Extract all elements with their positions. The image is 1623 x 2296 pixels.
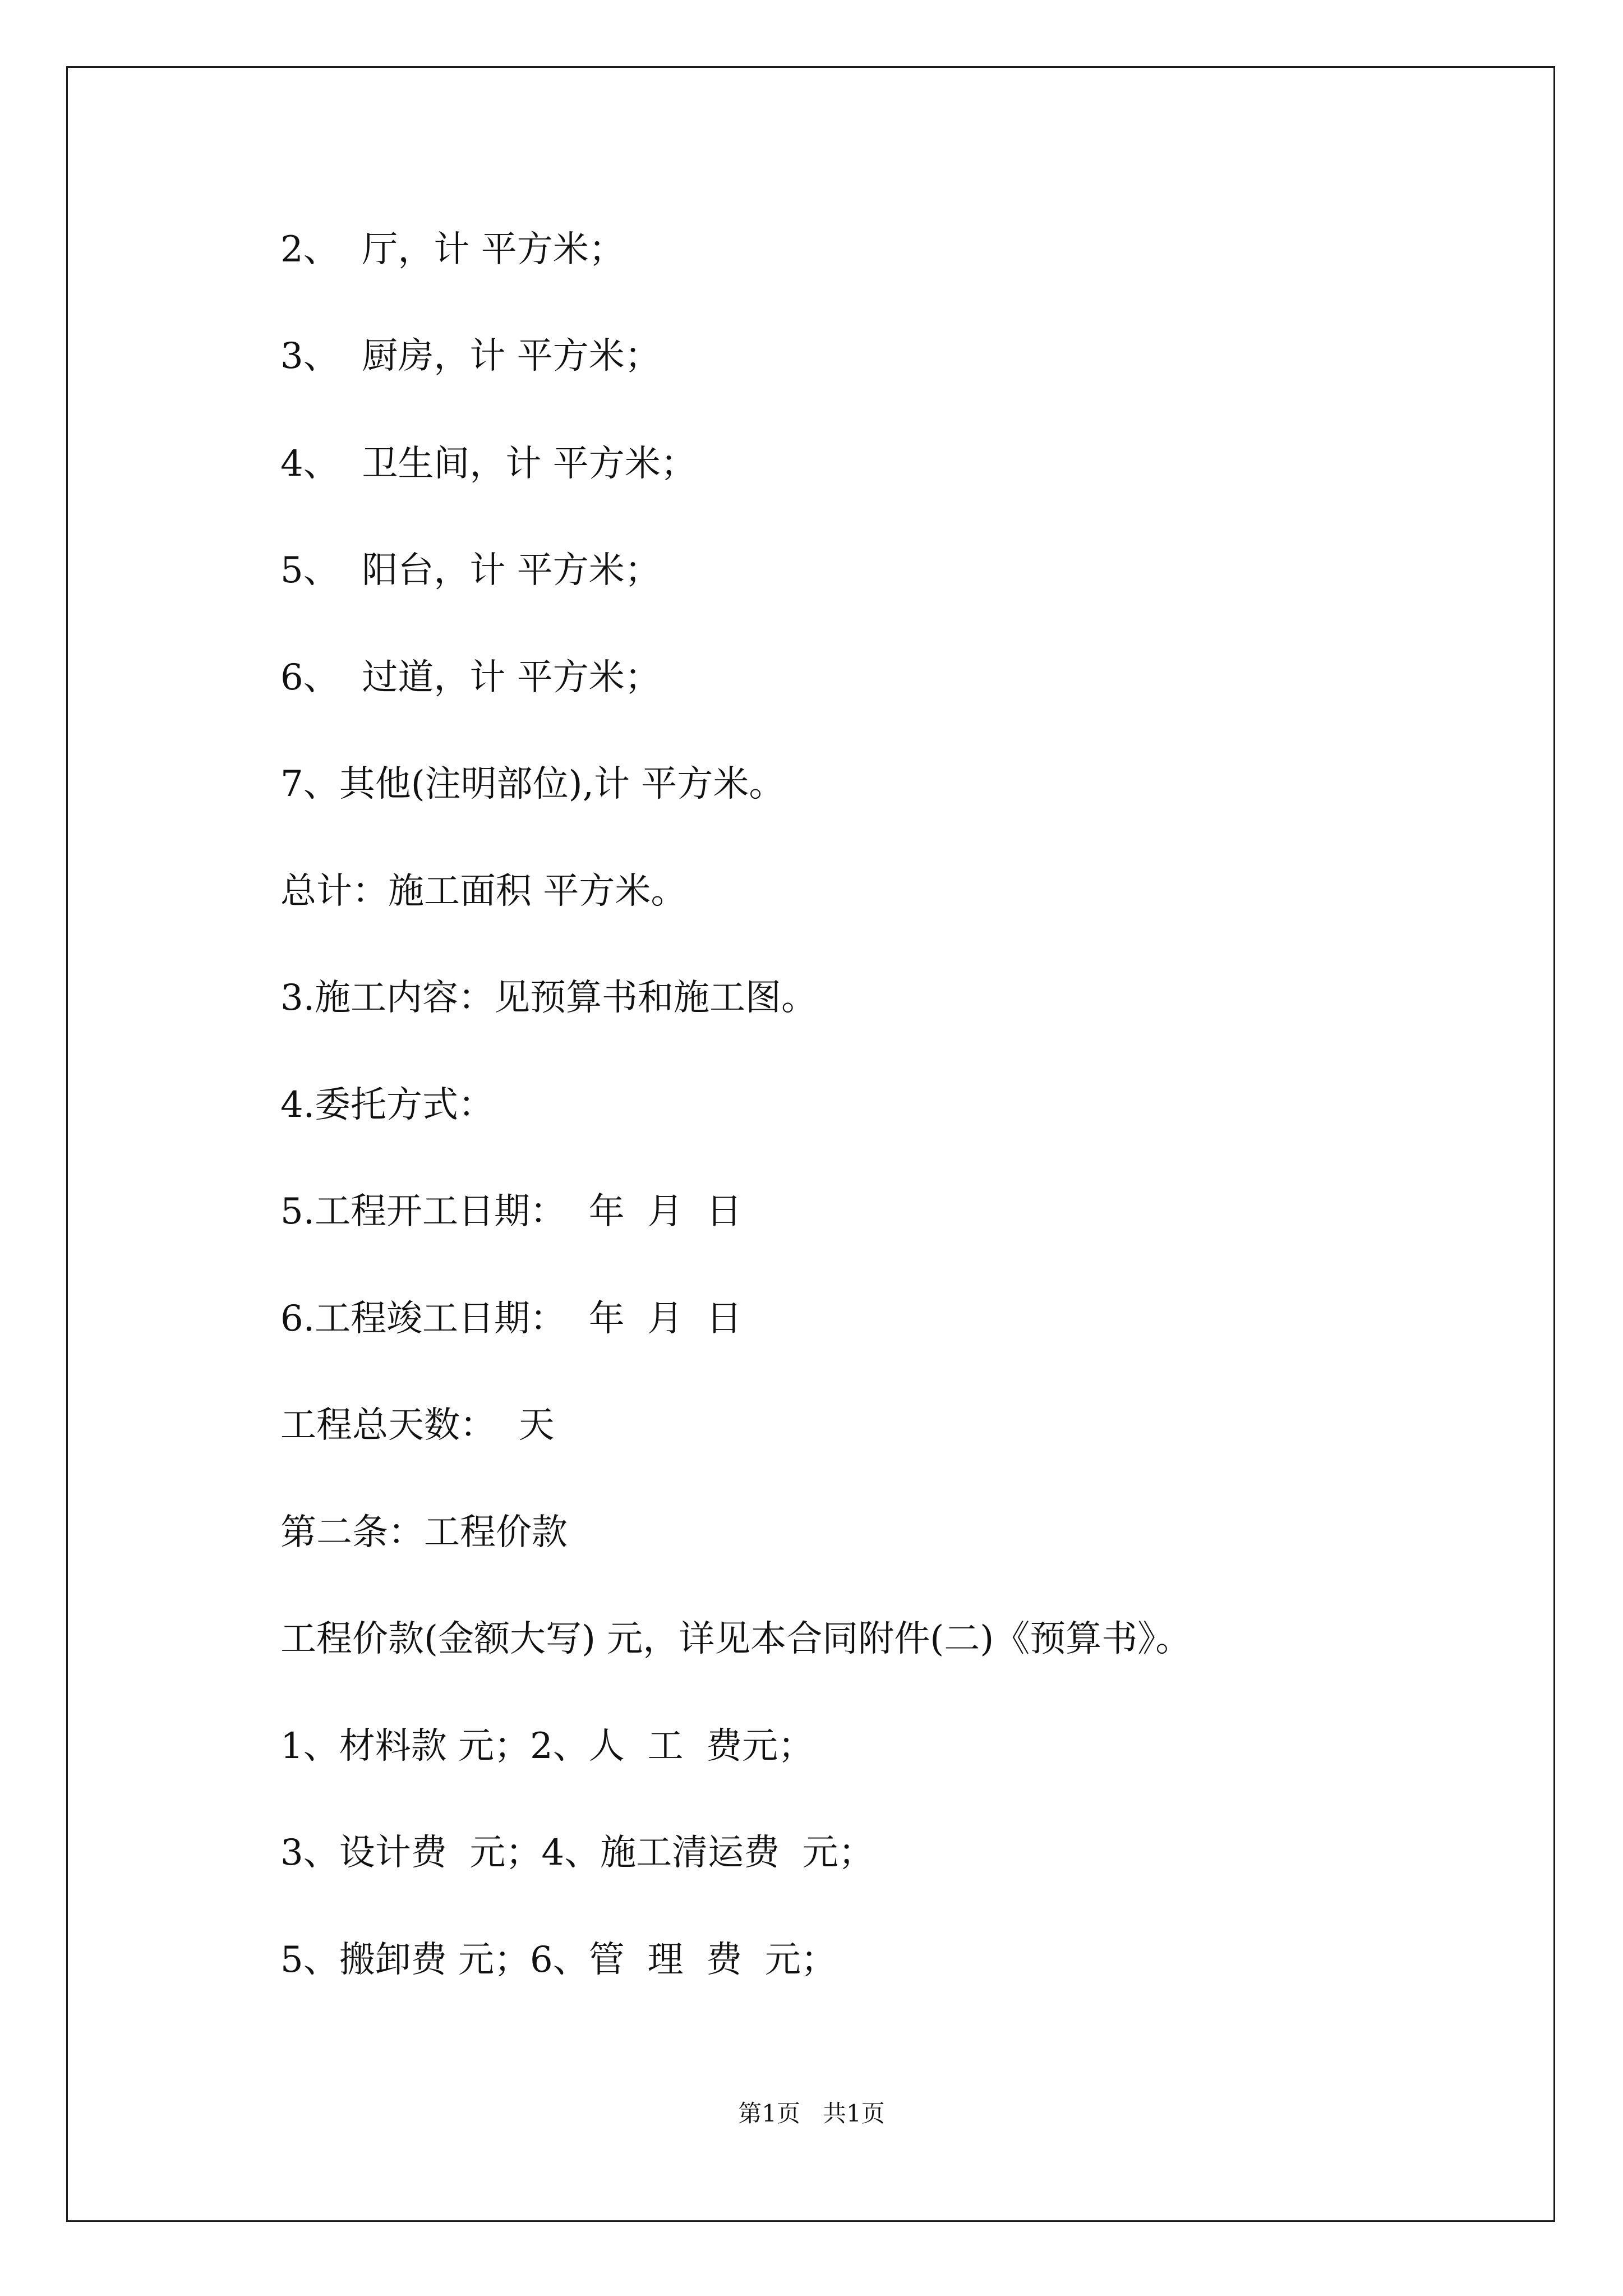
area-item-kitchen: 3、 厨房，计 平方米； (280, 335, 661, 377)
area-item-other: 7、其他(注明部位),计 平方米。 (280, 763, 785, 805)
area-item-bathroom: 4、 卫生间，计 平方米； (280, 443, 697, 485)
start-date: 5.工程开工日期： 年 月 日 (280, 1191, 743, 1232)
fee-items-3-4: 3、设计费 元；4、施工清运费 元； (280, 1832, 874, 1874)
fee-items-5-6: 5、搬卸费 元；6、管 理 费 元； (280, 1939, 837, 1981)
commission-method: 4.委托方式： (280, 1084, 495, 1126)
fee-items-1-2: 1、材料款 元；2、人 工 费元； (280, 1726, 814, 1767)
construction-content: 3.施工内容：见预算书和施工图。 (280, 977, 818, 1019)
area-item-corridor: 6、 过道，计 平方米； (280, 657, 661, 698)
area-item-balcony: 5、 阳台，计 平方米； (280, 550, 661, 591)
area-item-hall: 2、 厅，计 平方米； (280, 229, 625, 270)
page-border (66, 66, 1555, 2222)
project-price: 工程价款(金额大写) 元，详见本合同附件(二)《预算书》。 (280, 1618, 1192, 1660)
article-two-heading: 第二条：工程价款 (280, 1512, 568, 1553)
completion-date: 6.工程竣工日期： 年 月 日 (280, 1298, 743, 1340)
total-days: 工程总天数： 天 (280, 1405, 555, 1446)
page-footer: 第1页 共1页 (738, 2100, 885, 2127)
area-total: 总计：施工面积 平方米。 (280, 871, 687, 912)
